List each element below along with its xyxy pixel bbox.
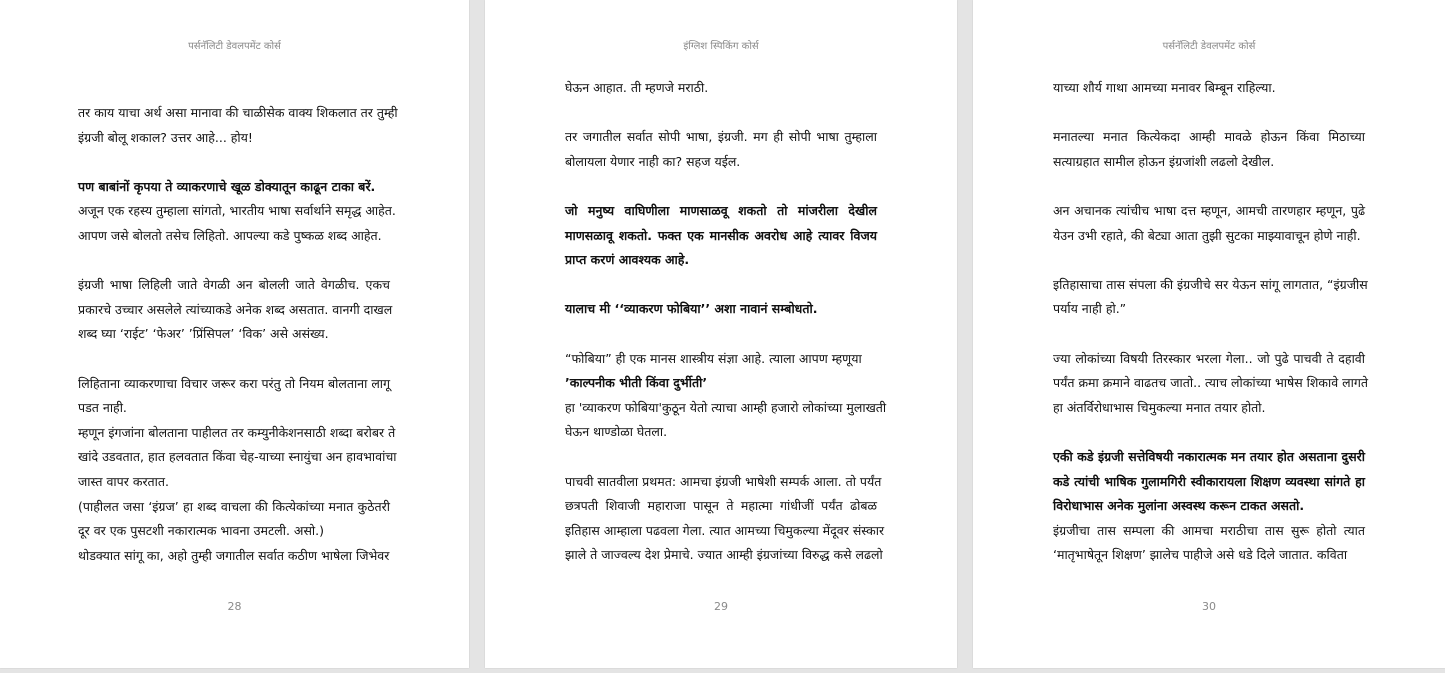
paragraph: [78, 101, 398, 150]
text-section: [565, 199, 877, 273]
text-line: अजून एक रहस्य तुम्हाला सांगतो, भारतीय भाषा सर्वार्थाने समृद्ध आहेत.: [78, 203, 396, 219]
text-line: ‘मातृभाषेतून शिक्षण’ झालेच पाहीजे असे धडे दिले जातात. कविता: [1053, 547, 1348, 563]
page-body: [1053, 76, 1369, 592]
text-line: तर काय याचा अर्थ असा मानावा की चाळीसेक वाक्य शिकलात तर तुम्ही: [78, 105, 398, 120]
text-section: [1053, 273, 1368, 322]
document-page-28: [0, 0, 469, 668]
text-line: (पाहीलत जसा ‘इंग्रज’ हा शब्द वाचला की कित्येकांच्या मनात कुठेतरी: [78, 498, 390, 514]
text-line: झाले ते जाज्वल्य देश प्रेमाचे. ज्यात आम्ही इंग्रजांच्या विरुद्ध कसे लढलो: [565, 547, 883, 563]
text-line: एकी कडे इंग्रजी सत्तेविषयी नकारात्मक मन तयार होत असताना दुसरी: [1053, 448, 1365, 464]
paragraph: [1053, 519, 1365, 568]
paragraph: [78, 544, 390, 569]
text-section: [78, 372, 397, 569]
text-section: [1053, 199, 1365, 248]
bold-paragraph: [565, 199, 877, 273]
bold-paragraph: [565, 297, 877, 322]
text-line: थोडक्यात सांगू का, अहो तुम्ही जगातील सर्वात कठीण भाषेला जिभेवर: [78, 547, 390, 563]
paragraph: [1053, 199, 1365, 248]
text-line: छत्रपती शिवाजी महाराजा पासून ते महात्मा गांधीजीं पर्यंत ढोबळ: [565, 498, 877, 514]
paragraph: [565, 470, 885, 568]
text-line: इंग्रजी भाषा लिहिली जाते वेगळी अन बोलली जाते वेगळीच. एकच: [78, 277, 390, 293]
text-section: [78, 101, 398, 150]
paragraph: [78, 273, 393, 347]
text-line: शब्द घ्या ‘राईट’ ‘फेअर’ ’प्रिंसिपल’ ‘विक’ असे असंख्य.: [78, 326, 329, 342]
text-section: [565, 470, 885, 568]
text-section: [565, 347, 887, 445]
text-line: “फोबिया” ही एक मानस शास्त्रीय संज्ञा आहे. त्याला आपण म्हणूया: [565, 350, 862, 366]
text-line: लिहिताना व्याकरणाचा विचार जरूर करा परंतु तो नियम बोलताना लागू: [78, 375, 391, 391]
text-line: प्राप्त करणं आवश्यक आहे.: [565, 252, 690, 268]
text-section: [78, 175, 396, 249]
text-section: [78, 273, 393, 347]
paragraph: [1053, 125, 1365, 174]
text-line: येउन उभी रहाते, की बेट्या आता तुझी सुटका माझ्यावाचून होणे नाही.: [1053, 227, 1361, 243]
page-header: पर्सनॅलिटी डेवलपमेंट कोर्स: [188, 41, 281, 52]
bold-paragraph: [78, 175, 390, 200]
text-line: बोलायला येणार नाही का? सहज यईल.: [565, 153, 741, 169]
bold-paragraph: [565, 371, 877, 396]
paragraph: [78, 199, 396, 248]
text-line: हा अंतर्विरोधाभास चिमुकल्या मनात तयार होतो.: [1053, 399, 1266, 415]
text-section: [1053, 445, 1365, 568]
paragraph: [78, 495, 390, 544]
text-line: जास्त वापर करतात.: [78, 473, 170, 489]
text-line: मनातल्या मनात कित्येकदा आम्ही मावळे होऊन किंवा मिठाच्या: [1053, 129, 1365, 145]
text-line: पाचवी सातवीला प्रथमत: आमचा इंग्रजी भाषेशी सम्पर्क आला. तो पर्यंत: [565, 473, 882, 489]
paragraph: [1053, 347, 1369, 421]
bold-paragraph: [1053, 445, 1365, 519]
text-section: [565, 125, 877, 174]
text-line: जो मनुष्य वाघिणीला माणसाळवू शकतो तो मांजरीला देखील: [565, 202, 877, 218]
page-number: 28: [227, 600, 242, 613]
text-line: हा 'व्याकरण फोबिया'कुठून येतो त्याचा आम्ही हजारो लोकांच्या मुलाखती: [565, 399, 887, 415]
text-line: दूर वर एक पुसटशी नकारात्मक भावना उमटली. असो.): [78, 523, 324, 539]
page-body: [565, 76, 887, 592]
text-line: ’काल्पनीक भीती किंवा दुर्भीती’: [565, 375, 708, 391]
paragraph: [565, 347, 877, 372]
paragraph: [565, 396, 887, 445]
document-page-30: [973, 0, 1445, 668]
text-line: सत्याग्रहात सामील होऊन इंग्रजांशी लढलो देखील.: [1053, 153, 1275, 169]
text-line: कडे त्यांची भाषिक गुलामगिरी स्वीकारायला शिक्षण व्यवस्था सांगते हा: [1053, 473, 1365, 489]
page-number: 29: [714, 600, 728, 613]
page-body: [78, 101, 398, 593]
text-section: [565, 76, 877, 101]
paragraph: [78, 421, 397, 495]
text-line: यालाच मी ‘‘व्याकरण फोबिया’’ अशा नावानं सम्बोधतो.: [565, 301, 818, 317]
text-line: पडत नाही.: [78, 400, 127, 416]
text-section: [1053, 125, 1365, 174]
paragraph: [565, 76, 877, 101]
paragraph: [1053, 76, 1365, 101]
paragraph: [1053, 273, 1368, 322]
text-line: याच्या शौर्य गाथा आमच्या मनावर बिम्बून राहिल्या.: [1053, 80, 1276, 95]
document-page-29: [485, 0, 957, 668]
text-line: घेऊन थाण्डोळा घेतला.: [565, 424, 668, 440]
text-line: इंग्रजी बोलू शकाल? उत्तर आहे... होय!: [78, 129, 253, 145]
paragraph: [565, 125, 877, 174]
text-section: [565, 297, 877, 322]
text-line: तर जगातील सर्वात सोपी भाषा, इंग्रजी. मग ही सोपी भाषा तुम्हाला: [565, 129, 877, 145]
text-line: खांदे उडवतात, हात हलवतात किंवा चेह-याच्या स्नायुंचा अन हावभावांचा: [78, 449, 397, 465]
text-line: घेऊन आहात. ती म्हणजे मराठी.: [565, 80, 709, 95]
text-line: इंग्रजीचा तास सम्पला की आमचा मराठीचा तास सुरू होतो त्यात: [1053, 522, 1365, 538]
text-line: म्हणून इंगजांना बोलताना पाहीलत तर कम्युनीकेशनसाठी शब्दा बरोबर ते: [78, 424, 396, 440]
text-line: प्रकारचे उच्चार असलेले त्यांच्याकडे अनेक शब्द असतात. वानगी दाखल: [78, 301, 393, 317]
text-line: माणसळावू शकतो. फक्त एक मानसीक अवरोध आहे त्यावर विजय: [565, 227, 877, 243]
text-line: आपण जसे बोलतो तसेच लिहितो. आपल्या कडे पुष्कळ शब्द आहेत.: [78, 227, 382, 243]
text-section: [1053, 76, 1365, 101]
text-line: इतिहासाचा तास संपला की इंग्रजीचे सर येऊन सांगू लागतात, “इंग्रजीस: [1053, 276, 1368, 292]
text-line: पर्यंत क्रमा क्रमाने वाढतच जातो.. त्याच लोकांच्या भाषेस शिकावे लागते: [1053, 375, 1369, 391]
text-section: [1053, 347, 1369, 421]
page-header: इंग्लिश स्पिकिंग कोर्स: [683, 41, 759, 52]
paragraph: [78, 372, 390, 421]
text-line: विरोधाभास अनेक मुलांना अस्वस्थ करून टाकत असतो.: [1053, 498, 1305, 514]
text-line: ज्या लोकांच्या विषयी तिरस्कार भरला गेला.. जो पुढे पाचवी ते दहावी: [1053, 350, 1365, 366]
text-line: पर्याय नाही हो.”: [1053, 301, 1127, 317]
page-header: पर्सनॅलिटी डेवलपमेंट कोर्स: [1162, 41, 1256, 52]
text-line: अन अचानक त्यांचीच भाषा दत्त म्हणून, आमची तारणहार म्हणून, पुढे: [1053, 202, 1365, 218]
text-line: पण बाबांनों कृपया ते व्याकरणाचे खूळ डोक्यातून काढून टाका बरें.: [78, 178, 376, 194]
page-number: 30: [1202, 600, 1216, 613]
text-line: इतिहास आम्हाला पढवला गेला. त्यात आमच्या चिमुकल्या मेंदूवर संस्कार: [565, 522, 885, 538]
